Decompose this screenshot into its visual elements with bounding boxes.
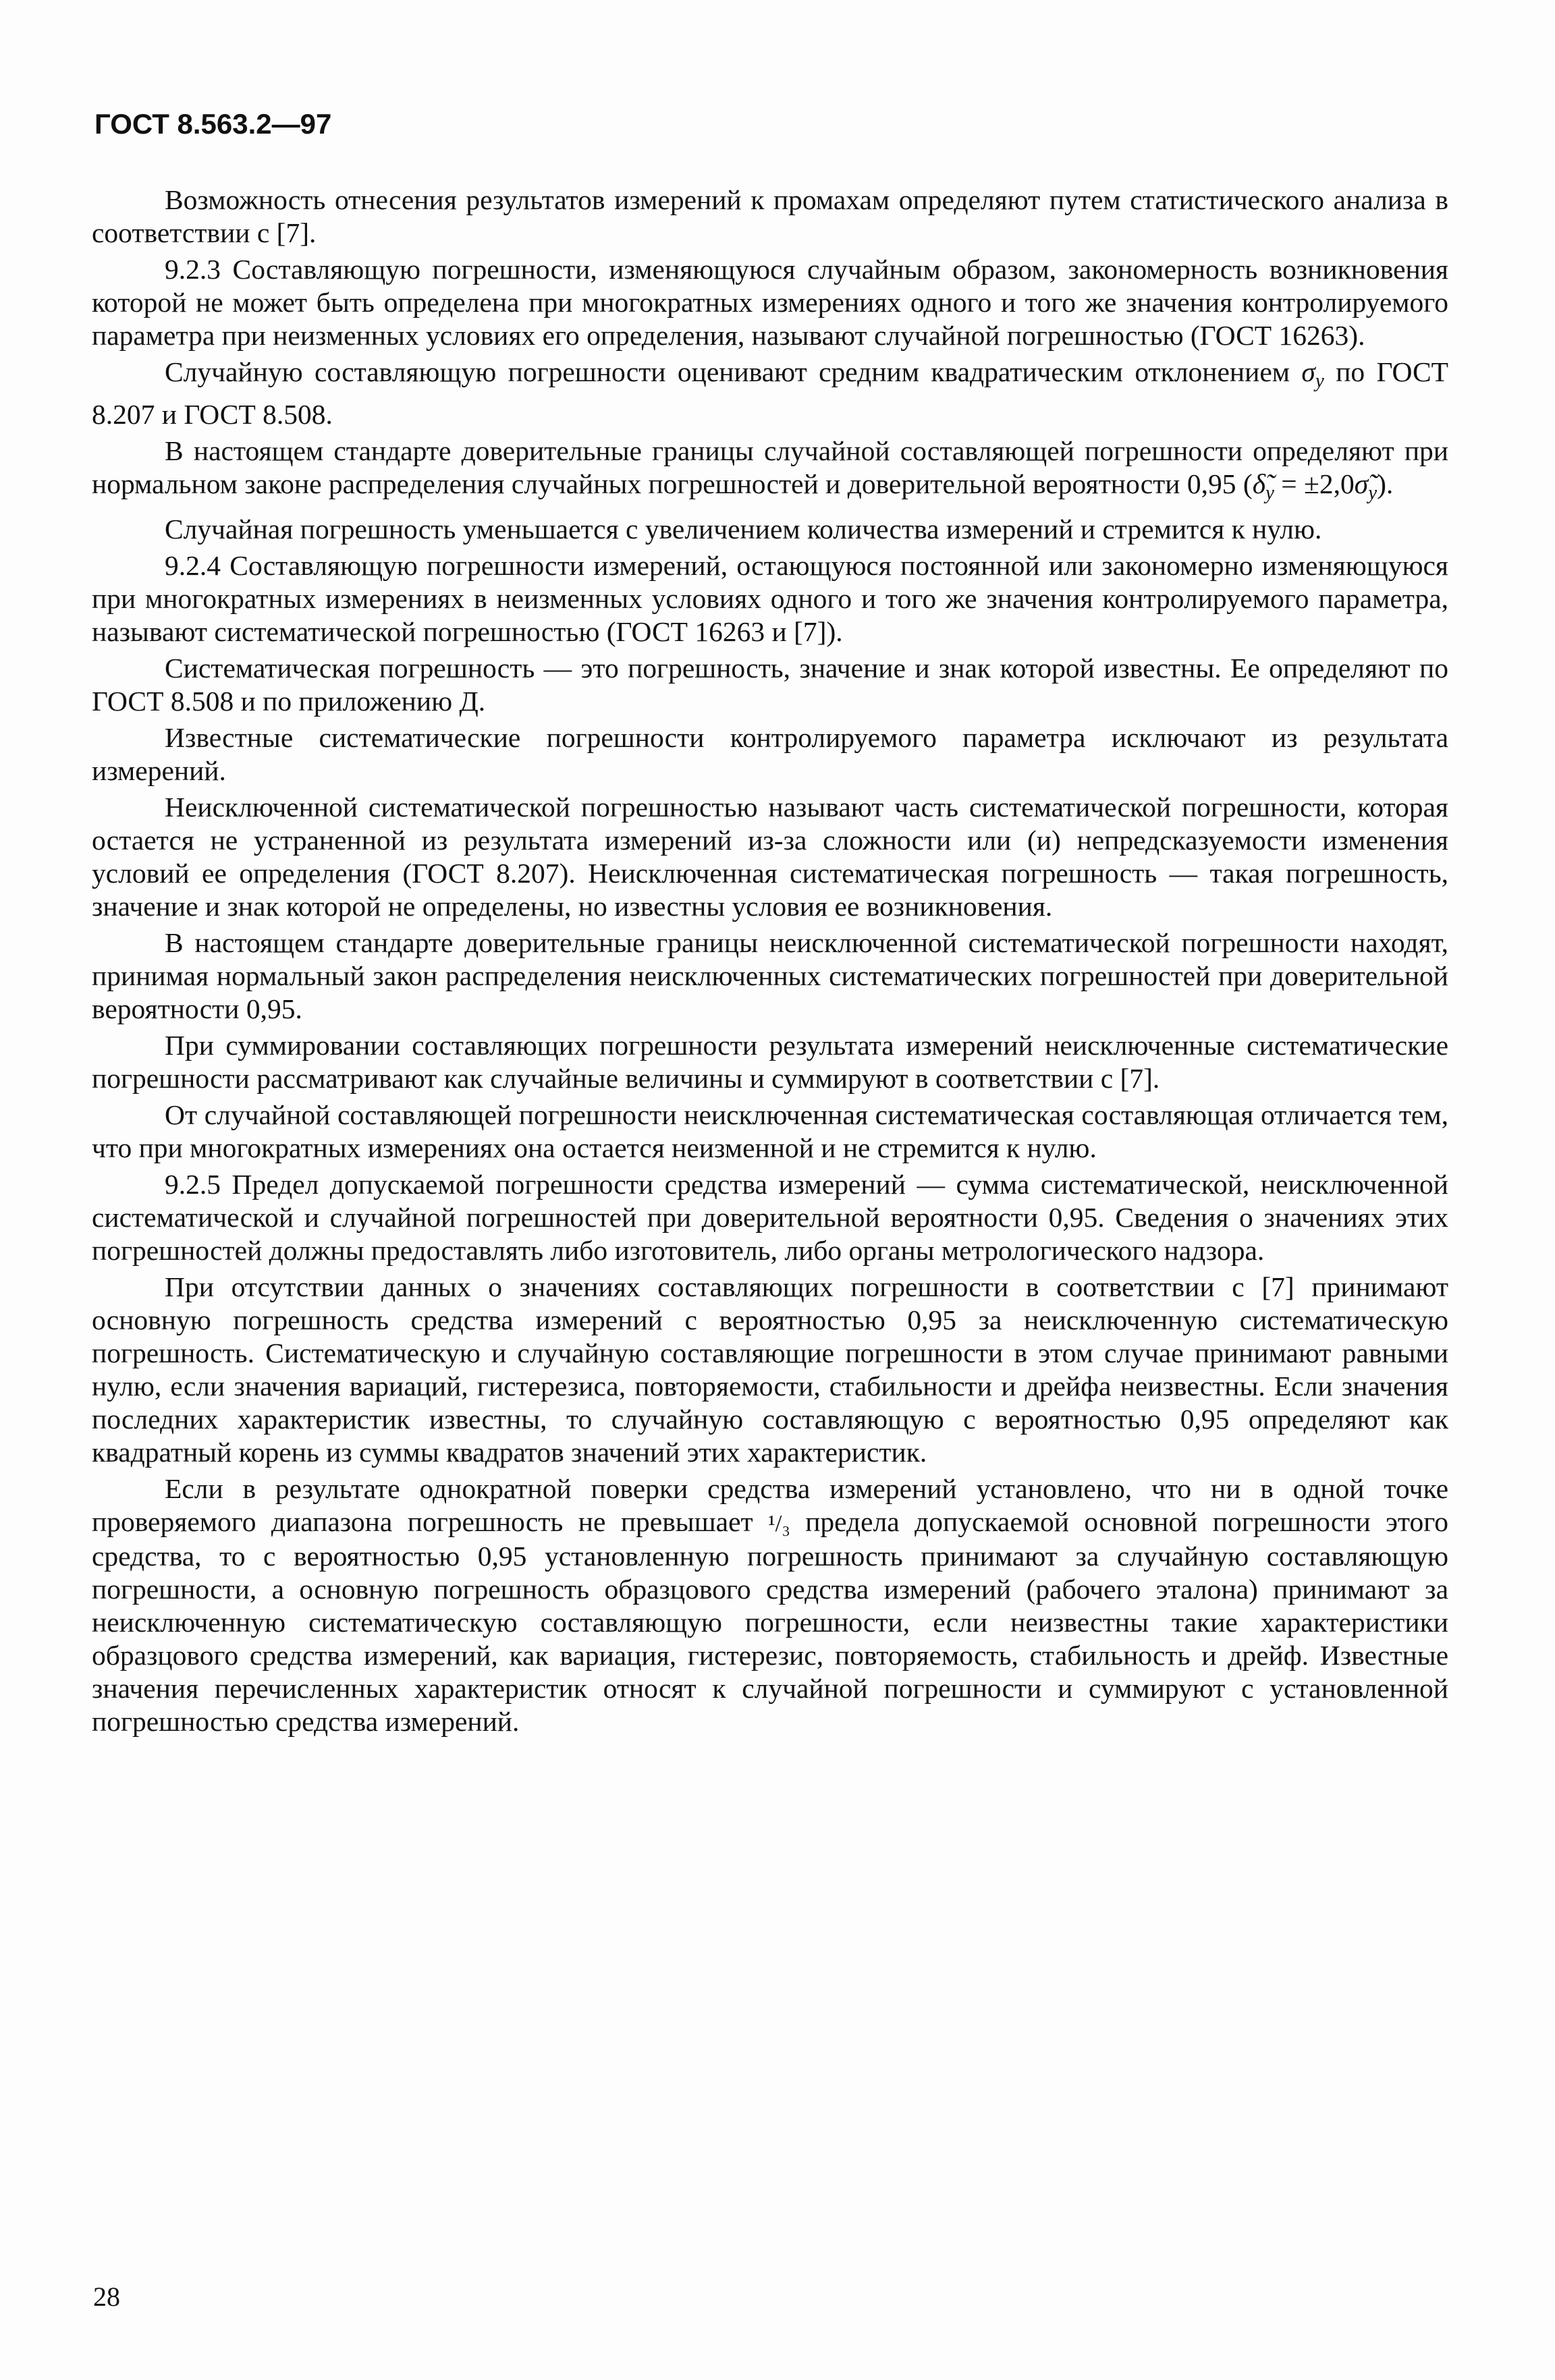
- sigma-symbol: σ: [1301, 356, 1315, 387]
- paragraph-9-2-5: 9.2.5 Предел допускаемой погрешности средства измерений — сумма систематической, неисключенной систематической и случайной погрешностей при доверительной вероятности 0,95. Сведения о значениях этих погрешностей должны предоставлять либо изготовитель, либо органы метрологического надзора.: [92, 1169, 1448, 1267]
- paragraph: При суммировании составляющих погрешности результата измерений неисключенные систематические погрешности рассматривают как случайные величины и суммируют в соответствии с [7].: [92, 1030, 1448, 1095]
- paragraph-9-2-4: 9.2.4 Составляющую погрешности измерений, остающуюся постоянной или закономерно изменяющуюся при многократных измерениях в неизменных условиях одного и того же значения контролируемого параметра, называют систематической погрешностью (ГОСТ 16263 и [7]).: [92, 550, 1448, 648]
- paragraph-9-2-3: 9.2.3 Составляющую погрешности, изменяющуюся случайным образом, закономерность возникновения которой не может быть определена при многократных измерениях одного и того же значения контролируемого параметра при неизменных условиях его определения, называют случайной погрешностью (ГОСТ 16263).: [92, 254, 1448, 351]
- paragraph: В настоящем стандарте доверительные границы неисключенной систематической погрешности находят, принимая нормальный закон распределения неисключенных систематических погрешностей при доверительной вероятности 0,95.: [92, 927, 1448, 1025]
- fraction-one-third: ¹/₃: [768, 1510, 790, 1537]
- paragraph: От случайной составляющей погрешности неисключенная систематическая составляющая отличается тем, что при многократных измерениях она остается неизменной и не стремится к нулю.: [92, 1099, 1448, 1164]
- delta-tilde-symbol: δ̃: [1252, 468, 1265, 499]
- paragraph: Систематическая погрешность — это погрешность, значение и знак которой известны. Ее определяют по ГОСТ 8.508 и по приложению Д.: [92, 653, 1448, 717]
- paragraph-text: Случайную составляющую погрешности оценивают средним квадратическим отклонением: [165, 356, 1290, 387]
- sigma-subscript: y: [1315, 370, 1324, 392]
- sigma-tilde-symbol: σ̃: [1354, 468, 1369, 499]
- paragraph: Возможность отнесения результатов измерений к промахам определяют путем статистического анализа в соответствии с [7].: [92, 184, 1448, 248]
- paragraph: Известные систематические погрешности контролируемого параметра исключают из результата измерений.: [92, 722, 1448, 787]
- document-code-header: ГОСТ 8.563.2—97: [94, 108, 332, 140]
- document-body: [92, 184, 1448, 1742]
- paragraph-text: по ГОСТ 8.207 и ГОСТ 8.508.: [92, 356, 1449, 430]
- formula-tail: ).: [1377, 468, 1394, 499]
- paragraph-confidence-bounds: [92, 435, 1448, 510]
- formula-operator: = ±2,0: [1274, 468, 1355, 499]
- delta-subscript: y: [1265, 482, 1274, 504]
- paragraph: Неисключенной систематической погрешностью называют часть систематической погрешности, которая остается не устраненной из результата измерений из-за сложности или (и) непредсказуемости изменения условий ее определения (ГОСТ 8.207). Неисключенная систематическая погрешность — такая погрешность, значение и знак которой не определены, но известны условия ее возникновения.: [92, 792, 1448, 922]
- paragraph-text: Если в результате однократной поверки средства измерений установлено, что ни в одной точке проверяемого диапазона погрешность не превышает: [92, 1473, 1448, 1538]
- paragraph-text: В настоящем стандарте доверительные границы случайной составляющей погрешности определяют при нормальном законе распределения случайных погрешностей и доверительной вероятности 0,95 (: [92, 435, 1448, 499]
- paragraph-text: предела допускаемой основной погрешности этого средства, то с вероятностью 0,95 установленную погрешность принимают за случайную составляющую погрешности, а основную погрешность образцового средства измерений (рабочего эталона) принимают за неисключенную систематическую составляющую погрешности, если неизвестны такие характеристики образцового средства измерений, как вариация, гистерезис, повторяемость, стабильность и дрейф. Известные значения перечисленных характеристик относят к случайной погрешности и суммируют с установленной погрешностью средства измерений.: [92, 1506, 1448, 1738]
- paragraph: При отсутствии данных о значениях составляющих погрешности в соответствии с [7] принимают основную погрешность средства измерений с вероятностью 0,95 за неисключенную систематическую погрешность. Систематическую и случайную составляющие погрешности в этом случае принимают равными нулю, если значения вариаций, гистерезиса, повторяемости, стабильности и дрейфа неизвестны. Если значения последних характеристик известны, то случайную составляющую с вероятностью 0,95 определяют как квадратный корень из суммы квадратов значений этих характеристик.: [92, 1271, 1448, 1468]
- paragraph-random-error-estimate: [92, 356, 1448, 431]
- sigma-tilde-subscript: y: [1368, 482, 1377, 504]
- page-number: 28: [93, 2281, 120, 2312]
- paragraph: Случайная погрешность уменьшается с увеличением количества измерений и стремится к нулю.: [165, 514, 1322, 545]
- paragraph-single-verification: [92, 1472, 1448, 1738]
